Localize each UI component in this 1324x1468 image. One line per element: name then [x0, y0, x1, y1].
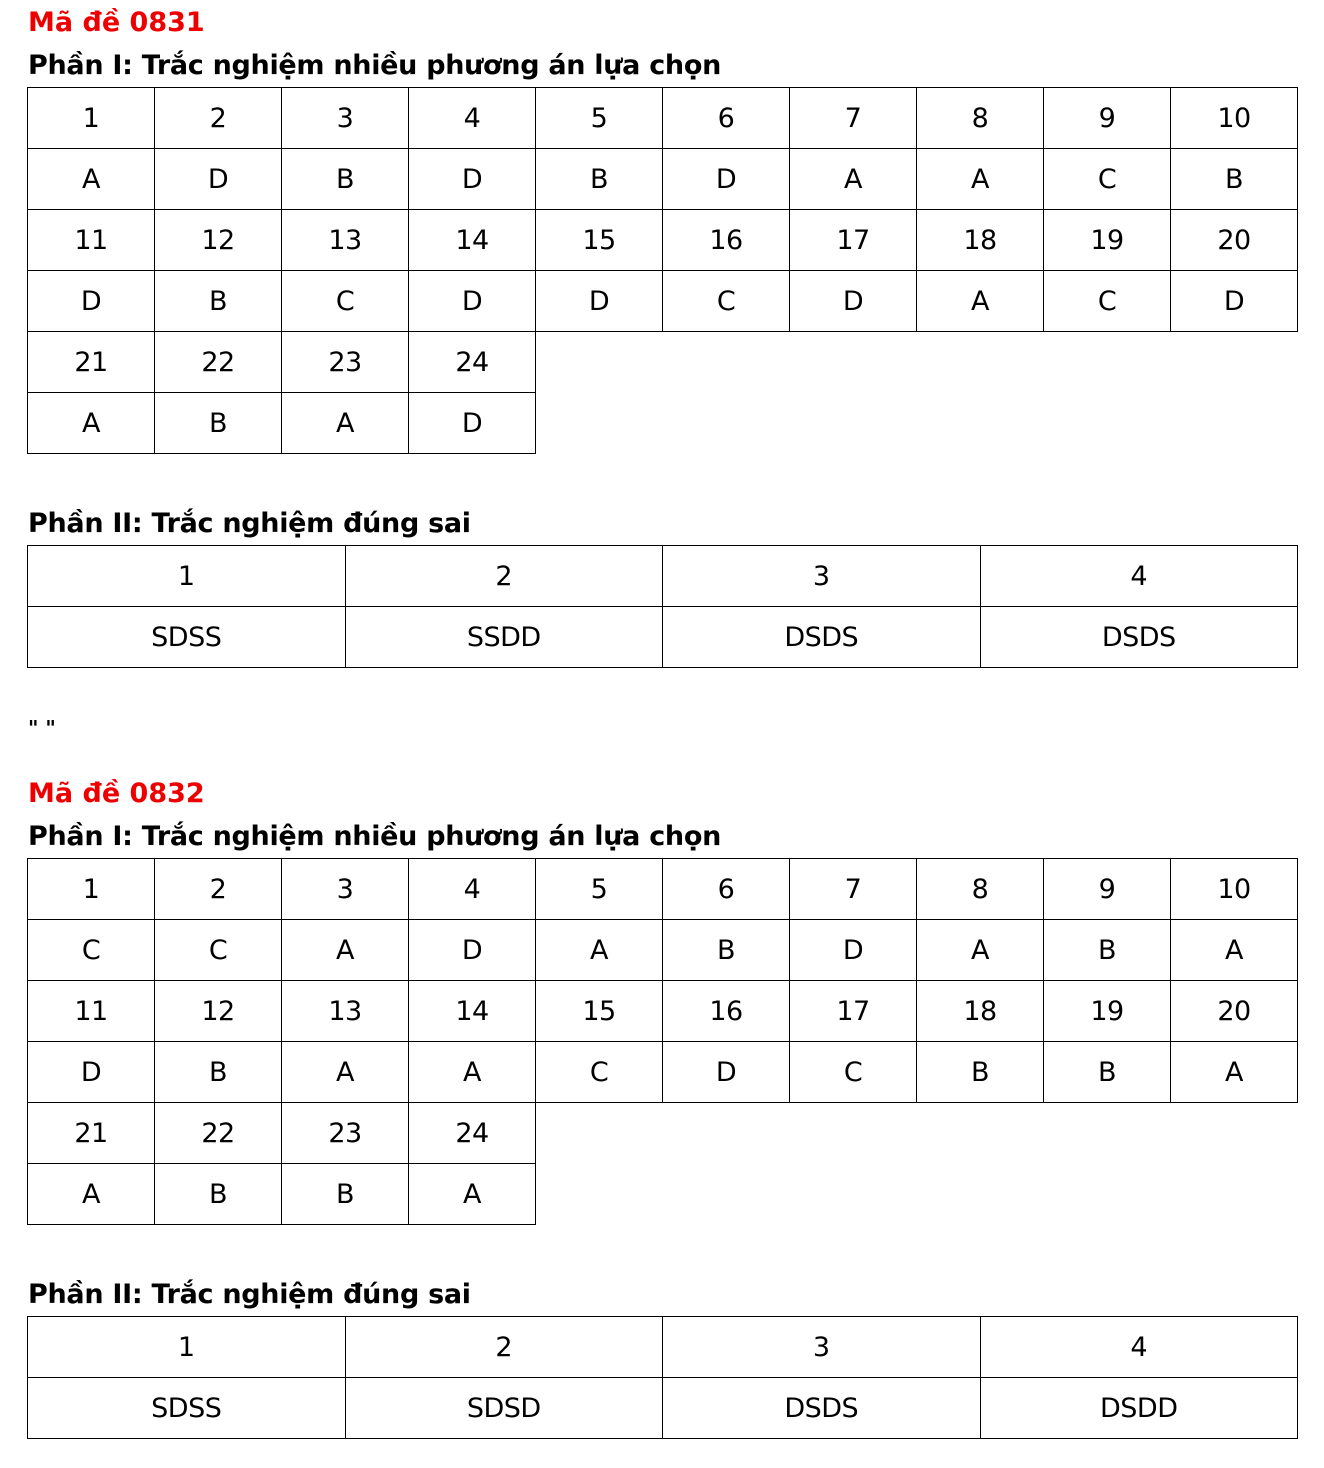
question-number-cell: 2 [345, 1317, 663, 1378]
empty-cell [790, 332, 917, 393]
answer-cell: D [790, 271, 917, 332]
answer-cell: B [282, 149, 409, 210]
answer-cell: A [917, 920, 1044, 981]
answer-cell: D [409, 393, 536, 454]
answer-cell: A [1171, 1042, 1298, 1103]
empty-cell [917, 332, 1044, 393]
question-number-row [28, 981, 1298, 1042]
answer-cell: C [282, 271, 409, 332]
empty-cell [917, 1164, 1044, 1225]
answer-cell: B [536, 149, 663, 210]
question-number-cell: 1 [28, 88, 155, 149]
question-number-cell: 11 [28, 210, 155, 271]
answer-cell: DSDS [980, 607, 1298, 668]
answer-cell: C [155, 920, 282, 981]
question-number-cell: 23 [282, 1103, 409, 1164]
question-number-cell: 4 [409, 859, 536, 920]
empty-cell [536, 332, 663, 393]
answer-cell: A [28, 149, 155, 210]
question-number-cell: 4 [980, 546, 1298, 607]
question-number-cell: 23 [282, 332, 409, 393]
answer-cell: D [28, 1042, 155, 1103]
part1-title: Phần I: Trắc nghiệm nhiều phương án lựa chọn [28, 50, 721, 81]
question-number-cell: 8 [917, 859, 1044, 920]
answer-row [28, 393, 1298, 454]
empty-cell [663, 1103, 790, 1164]
answer-cell: SSDD [345, 607, 663, 668]
answer-row [28, 1042, 1298, 1103]
question-number-cell: 4 [409, 88, 536, 149]
answer-row [28, 149, 1298, 210]
question-number-cell: 3 [282, 88, 409, 149]
answer-cell: A [282, 393, 409, 454]
empty-cell [663, 332, 790, 393]
answer-cell: D [155, 149, 282, 210]
question-number-cell: 4 [980, 1317, 1298, 1378]
question-number-cell: 20 [1171, 210, 1298, 271]
answer-cell: D [409, 920, 536, 981]
answer-cell: C [536, 1042, 663, 1103]
question-number-cell: 14 [409, 210, 536, 271]
answer-cell: A [790, 149, 917, 210]
answer-cell: C [663, 271, 790, 332]
answer-cell: D [409, 149, 536, 210]
question-number-cell: 17 [790, 981, 917, 1042]
answer-cell: DSDS [663, 1378, 981, 1439]
question-number-cell: 19 [1044, 210, 1171, 271]
exam-code-title: Mã đề 0831 [28, 7, 205, 38]
question-number-cell: 2 [155, 859, 282, 920]
answer-cell: C [790, 1042, 917, 1103]
empty-cell [1171, 1164, 1298, 1225]
question-number-cell: 2 [345, 546, 663, 607]
question-number-cell: 14 [409, 981, 536, 1042]
answer-cell: D [28, 271, 155, 332]
empty-cell [917, 1103, 1044, 1164]
empty-cell [1044, 332, 1171, 393]
answer-cell: A [409, 1164, 536, 1225]
question-number-cell: 12 [155, 210, 282, 271]
question-number-row [28, 210, 1298, 271]
answer-cell: DSDS [663, 607, 981, 668]
answer-cell: A [1171, 920, 1298, 981]
answer-row [28, 1378, 1298, 1439]
question-number-cell: 5 [536, 88, 663, 149]
question-number-cell: 3 [663, 1317, 981, 1378]
question-number-cell: 24 [409, 332, 536, 393]
answer-cell: D [1171, 271, 1298, 332]
question-number-cell: 5 [536, 859, 663, 920]
question-number-cell: 1 [28, 1317, 346, 1378]
question-number-cell: 16 [663, 210, 790, 271]
part1-title: Phần I: Trắc nghiệm nhiều phương án lựa chọn [28, 821, 721, 852]
question-number-cell: 13 [282, 981, 409, 1042]
empty-cell [790, 393, 917, 454]
question-number-cell: 24 [409, 1103, 536, 1164]
question-number-cell: 18 [917, 981, 1044, 1042]
answer-cell: B [155, 1042, 282, 1103]
answer-row [28, 271, 1298, 332]
question-number-cell: 17 [790, 210, 917, 271]
answer-row [28, 607, 1298, 668]
part2-title: Phần II: Trắc nghiệm đúng sai [28, 1279, 471, 1310]
answer-cell: SDSS [28, 607, 346, 668]
part1-answer-table [27, 858, 1298, 1225]
answer-cell: A [28, 393, 155, 454]
question-number-cell: 3 [282, 859, 409, 920]
question-number-cell: 6 [663, 88, 790, 149]
answer-cell: B [663, 920, 790, 981]
exam-code-title: Mã đề 0832 [28, 778, 205, 809]
empty-cell [1171, 393, 1298, 454]
question-number-cell: 9 [1044, 859, 1171, 920]
answer-cell: SDSD [345, 1378, 663, 1439]
empty-cell [536, 1164, 663, 1225]
question-number-row [28, 1317, 1298, 1378]
question-number-cell: 22 [155, 332, 282, 393]
empty-cell [1044, 1103, 1171, 1164]
question-number-cell: 15 [536, 981, 663, 1042]
answer-cell: B [1044, 920, 1171, 981]
question-number-cell: 18 [917, 210, 1044, 271]
answer-cell: B [282, 1164, 409, 1225]
answer-cell: C [1044, 271, 1171, 332]
question-number-cell: 16 [663, 981, 790, 1042]
empty-cell [663, 393, 790, 454]
question-number-cell: 21 [28, 332, 155, 393]
answer-cell: A [282, 1042, 409, 1103]
part2-answer-table [27, 545, 1298, 668]
question-number-cell: 22 [155, 1103, 282, 1164]
empty-cell [917, 393, 1044, 454]
answer-cell: A [28, 1164, 155, 1225]
part2-title: Phần II: Trắc nghiệm đúng sai [28, 508, 471, 539]
question-number-cell: 20 [1171, 981, 1298, 1042]
question-number-cell: 8 [917, 88, 1044, 149]
separator-text: " " [28, 716, 56, 740]
part2-answer-table [27, 1316, 1298, 1439]
answer-cell: SDSS [28, 1378, 346, 1439]
answer-row [28, 1164, 1298, 1225]
question-number-cell: 7 [790, 88, 917, 149]
answer-cell: A [409, 1042, 536, 1103]
question-number-cell: 10 [1171, 88, 1298, 149]
question-number-row [28, 546, 1298, 607]
answer-cell: C [1044, 149, 1171, 210]
answer-cell: A [536, 920, 663, 981]
empty-cell [1044, 1164, 1171, 1225]
question-number-cell: 15 [536, 210, 663, 271]
question-number-cell: 12 [155, 981, 282, 1042]
answer-cell: B [1044, 1042, 1171, 1103]
answer-cell: D [409, 271, 536, 332]
empty-cell [1171, 332, 1298, 393]
answer-cell: D [663, 149, 790, 210]
question-number-cell: 6 [663, 859, 790, 920]
part1-answer-table [27, 87, 1298, 454]
empty-cell [663, 1164, 790, 1225]
answer-cell: DSDD [980, 1378, 1298, 1439]
answer-cell: A [917, 149, 1044, 210]
answer-cell: A [282, 920, 409, 981]
question-number-row [28, 332, 1298, 393]
question-number-cell: 9 [1044, 88, 1171, 149]
answer-cell: D [790, 920, 917, 981]
answer-cell: D [536, 271, 663, 332]
question-number-cell: 1 [28, 859, 155, 920]
answer-row [28, 920, 1298, 981]
answer-cell: C [28, 920, 155, 981]
empty-cell [790, 1164, 917, 1225]
answer-cell: B [155, 271, 282, 332]
question-number-cell: 11 [28, 981, 155, 1042]
answer-cell: D [663, 1042, 790, 1103]
empty-cell [1044, 393, 1171, 454]
question-number-cell: 3 [663, 546, 981, 607]
answer-cell: B [155, 393, 282, 454]
question-number-row [28, 859, 1298, 920]
empty-cell [536, 393, 663, 454]
empty-cell [790, 1103, 917, 1164]
answer-cell: A [917, 271, 1044, 332]
answer-cell: B [917, 1042, 1044, 1103]
answer-cell: B [155, 1164, 282, 1225]
question-number-cell: 10 [1171, 859, 1298, 920]
question-number-cell: 13 [282, 210, 409, 271]
question-number-cell: 21 [28, 1103, 155, 1164]
question-number-cell: 2 [155, 88, 282, 149]
question-number-row [28, 1103, 1298, 1164]
empty-cell [1171, 1103, 1298, 1164]
question-number-cell: 1 [28, 546, 346, 607]
answer-cell: B [1171, 149, 1298, 210]
question-number-row [28, 88, 1298, 149]
question-number-cell: 19 [1044, 981, 1171, 1042]
question-number-cell: 7 [790, 859, 917, 920]
empty-cell [536, 1103, 663, 1164]
